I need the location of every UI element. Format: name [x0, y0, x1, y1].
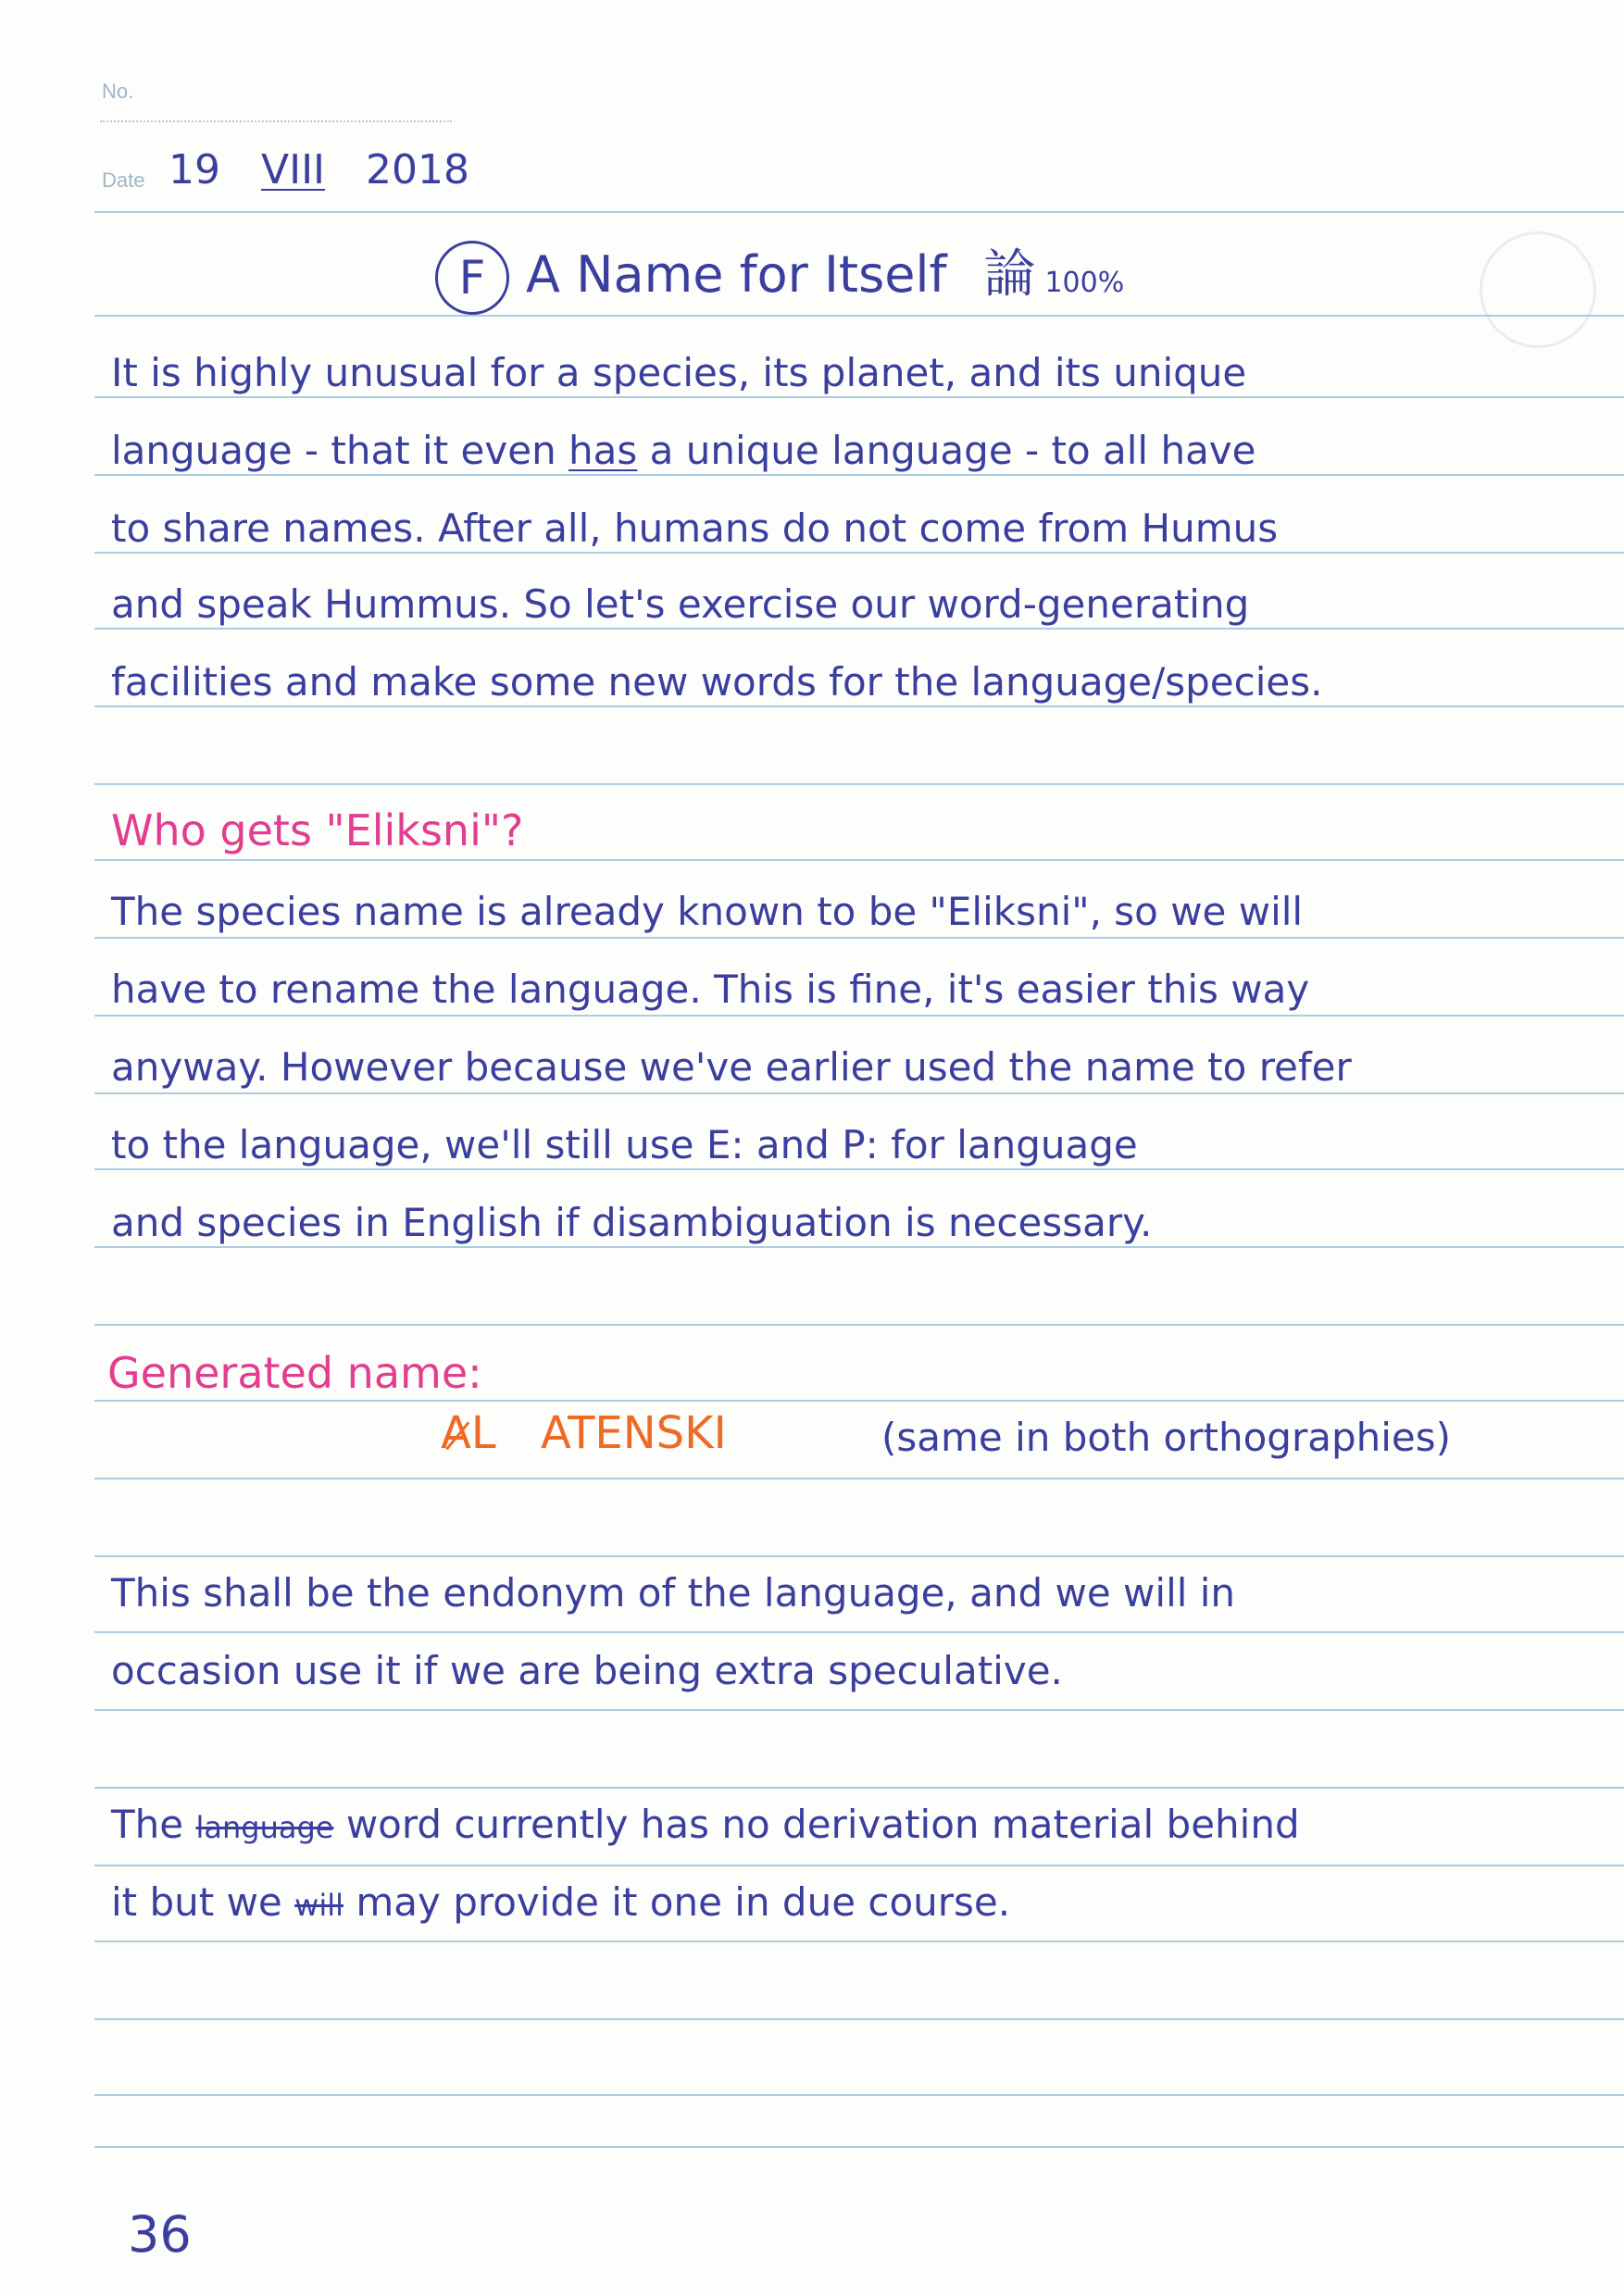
section1-line: anyway. However because we've earlier used the name to refer [111, 1044, 1352, 1090]
ruled-line [94, 1168, 1624, 1170]
para3-line [111, 1879, 1010, 1925]
date-label: Date [102, 168, 145, 192]
para3-line [111, 1802, 1300, 1847]
struck-word: will [294, 1888, 344, 1923]
ruled-line [94, 1400, 1624, 1402]
ruled-line [94, 1092, 1624, 1094]
ruled-line [94, 2018, 1624, 2020]
ruled-line [94, 628, 1624, 630]
ruled-line [94, 1865, 1624, 1866]
ruled-line [94, 1015, 1624, 1017]
date-year: 2018 [366, 146, 470, 193]
ruled-line [94, 1555, 1624, 1557]
ruled-line [94, 1324, 1624, 1326]
page-number: 36 [128, 2205, 192, 2264]
ruled-line [94, 1709, 1624, 1711]
ruled-line [94, 937, 1624, 939]
orthography-note: (same in both orthographies) [881, 1415, 1452, 1460]
ruled-line [94, 1631, 1624, 1633]
page-title [435, 233, 1124, 315]
ruled-line [94, 1787, 1624, 1789]
number-line [100, 120, 452, 122]
section1-line: The species name is already known to be "Eliksni", so we will [111, 889, 1304, 934]
section1-line: have to rename the language. This is fine, it's easier this way [111, 967, 1310, 1012]
ruled-line [94, 1478, 1624, 1479]
intro-line: It is highly unusual for a species, its planet, and its unique [111, 350, 1247, 395]
ruled-line [94, 2146, 1624, 2148]
ruled-line [94, 705, 1624, 707]
kanji-mark: 論 [983, 244, 1036, 305]
number-label: No. [102, 80, 134, 103]
progress-label: 100% [1044, 267, 1125, 299]
ruled-line [94, 211, 1624, 213]
para3-text: it but we [111, 1879, 282, 1925]
para3-text: word currently has no derivation material behind [345, 1802, 1300, 1847]
ruled-line [94, 783, 1624, 785]
date-month: VIII [261, 146, 326, 193]
generated-name-glyph: A̷L [441, 1407, 496, 1459]
ruled-line [94, 1940, 1624, 1942]
para3-text: may provide it one in due course. [356, 1879, 1011, 1925]
para3-text: The [111, 1802, 184, 1847]
date-day: 19 [169, 146, 220, 193]
ruled-line [94, 396, 1624, 398]
section-heading-generated-name: Generated name: [107, 1348, 482, 1398]
ruled-line [94, 552, 1624, 554]
section-heading-eliksni: Who gets "Eliksni"? [111, 805, 524, 855]
ruled-line [94, 859, 1624, 861]
section1-line: to the language, we'll still use E: and P: for language [111, 1122, 1138, 1167]
bleed-through-mark [1480, 231, 1596, 348]
date-value [169, 146, 469, 193]
ruled-line [94, 2094, 1624, 2096]
ruled-line [94, 1246, 1624, 1248]
section1-line: and species in English if disambiguation is necessary. [111, 1200, 1153, 1245]
ruled-line [94, 474, 1624, 476]
emphasis-has: has [568, 428, 638, 473]
para2-line: occasion use it if we are being extra speculative. [111, 1648, 1063, 1693]
struck-word: language [195, 1810, 334, 1845]
generated-name: ATENSKI [541, 1407, 727, 1459]
intro-line: to share names. After all, humans do not come from Humus [111, 505, 1279, 551]
section-marker-badge: F [435, 241, 509, 315]
intro-line: language - that it even has a unique language - to all have [111, 428, 1256, 473]
para2-line: This shall be the endonym of the language, and we will in [111, 1570, 1236, 1616]
intro-line: and speak Hummus. So let's exercise our word-generating [111, 581, 1250, 627]
intro-line: facilities and make some new words for the language/species. [111, 659, 1323, 705]
page-title-text: A Name for Itself [526, 245, 947, 304]
